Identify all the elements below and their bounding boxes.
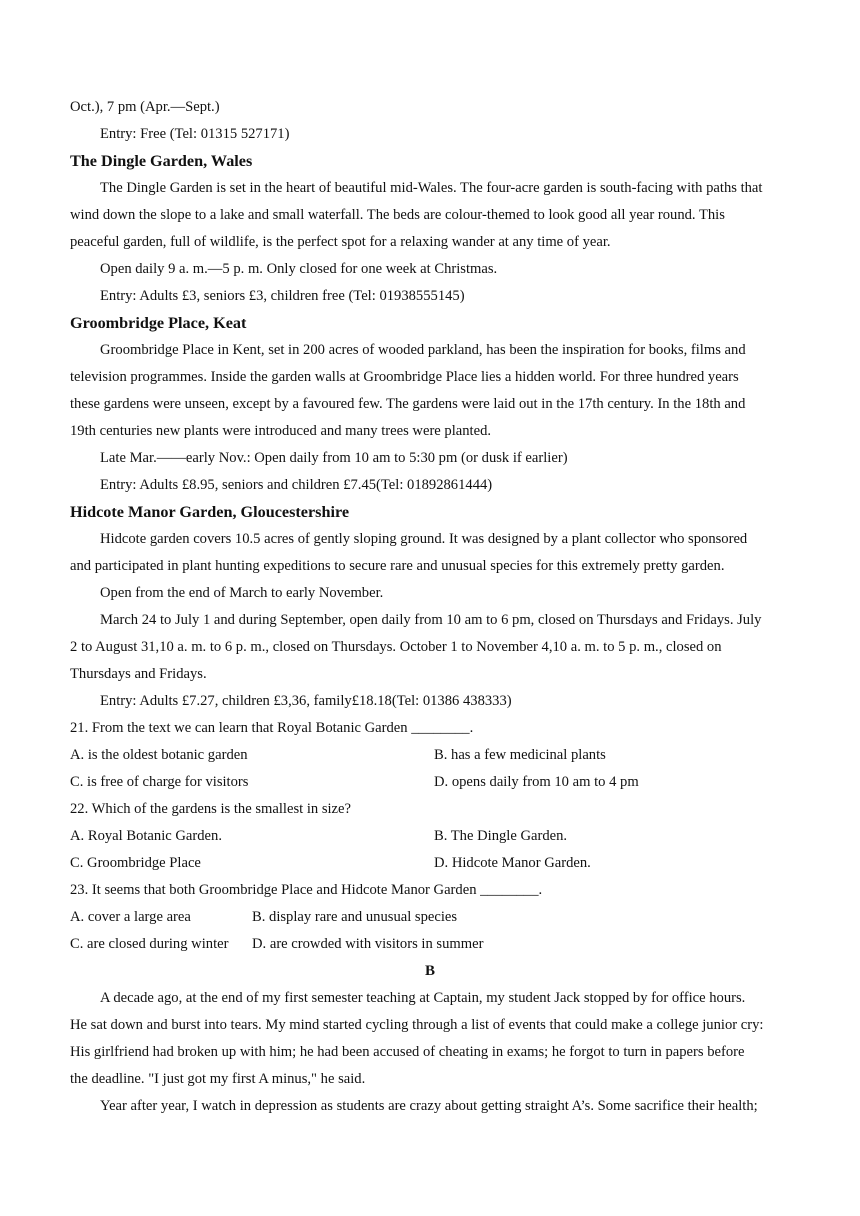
section-b-para-line: the deadline. "I just got my first A minus," he said. xyxy=(70,1071,366,1087)
question-21-option-c: C. is free of charge for visitors xyxy=(70,774,249,790)
dingle-entry: Entry: Adults £3, seniors £3, children free (Tel: 01938555145) xyxy=(100,288,465,304)
hidcote-para-line: Hidcote garden covers 10.5 acres of gently sloping ground. It was designed by a plant collector who sponsored xyxy=(100,531,748,547)
question-22-option-c: C. Groombridge Place xyxy=(70,855,201,871)
question-21-option-a: A. is the oldest botanic garden xyxy=(70,747,248,763)
question-23-option-b: B. display rare and unusual species xyxy=(252,909,458,925)
groombridge-heading: Groombridge Place, Keat xyxy=(70,314,247,332)
section-b-para-line: He sat down and burst into tears. My mind started cycling through a list of events that could make a college junior cry: xyxy=(70,1017,764,1033)
section-b-label: B xyxy=(424,963,435,979)
question-23-stem: 23. It seems that both Groombridge Place and Hidcote Manor Garden ________. xyxy=(70,882,543,898)
question-23-option-d: D. are crowded with visitors in summer xyxy=(252,936,484,952)
entry-line: Entry: Free (Tel: 01315 527171) xyxy=(100,126,290,142)
question-22-option-a: A. Royal Botanic Garden. xyxy=(70,828,222,844)
dingle-para-line: The Dingle Garden is set in the heart of beautiful mid-Wales. The four-acre garden is south-facing with paths that xyxy=(100,180,763,196)
question-21-stem: 21. From the text we can learn that Royal Botanic Garden ________. xyxy=(70,720,474,736)
groombridge-para-line: 19th centuries new plants were introduced and many trees were planted. xyxy=(70,423,492,439)
groombridge-para-line: Groombridge Place in Kent, set in 200 acres of wooded parkland, has been the inspiration for books, films and xyxy=(100,342,746,358)
groombridge-open: Late Mar.——early Nov.: Open daily from 10 am to 5:30 pm (or dusk if earlier) xyxy=(100,450,568,466)
question-21-option-b: B. has a few medicinal plants xyxy=(434,747,606,763)
hidcote-para-line: and participated in plant hunting expeditions to secure rare and unusual species for this extremely pretty garden. xyxy=(70,558,725,574)
groombridge-entry: Entry: Adults £8.95, seniors and children £7.45(Tel: 01892861444) xyxy=(100,477,493,493)
hidcote-entry: Entry: Adults £7.27, children £3,36, family£18.18(Tel: 01386 438333) xyxy=(100,693,512,709)
hidcote-open: Open from the end of March to early November. xyxy=(100,585,384,601)
question-21-option-d: D. opens daily from 10 am to 4 pm xyxy=(434,774,639,790)
question-22-option-b: B. The Dingle Garden. xyxy=(434,828,568,844)
question-23-option-c: C. are closed during winter xyxy=(70,936,229,952)
hidcote-hours-line: Thursdays and Fridays. xyxy=(70,666,207,682)
dingle-para-line: wind down the slope to a lake and small waterfall. The beds are colour-themed to look good all year round. This xyxy=(70,207,725,223)
groombridge-para-line: these gardens were unseen, except by a favoured few. The gardens were laid out in the 17th century. In the 18th and xyxy=(70,396,746,412)
section-b-para2-line: Year after year, I watch in depression as students are crazy about getting straight A’s. Some sacrifice their health; xyxy=(100,1098,758,1114)
dingle-heading: The Dingle Garden, Wales xyxy=(70,152,253,170)
hidcote-heading: Hidcote Manor Garden, Gloucestershire xyxy=(70,503,350,521)
question-22-stem: 22. Which of the gardens is the smallest in size? xyxy=(70,801,351,817)
continued-hours-line: Oct.), 7 pm (Apr.—Sept.) xyxy=(70,99,220,115)
section-b-para-line: A decade ago, at the end of my first semester teaching at Captain, my student Jack stopped by for office hours. xyxy=(100,990,746,1006)
dingle-open: Open daily 9 a. m.—5 p. m. Only closed for one week at Christmas. xyxy=(100,261,498,277)
question-22-option-d: D. Hidcote Manor Garden. xyxy=(434,855,591,871)
section-b-para-line: His girlfriend had broken up with him; he had been accused of cheating in exams; he forgot to turn in papers before xyxy=(70,1044,745,1060)
dingle-para-line: peaceful garden, full of wildlife, is the perfect spot for a relaxing wander at any time of year. xyxy=(70,234,611,250)
groombridge-para-line: television programmes. Inside the garden walls at Groombridge Place lies a hidden world. For three hundred years xyxy=(70,369,739,385)
hidcote-hours-line: 2 to August 31,10 a. m. to 6 p. m., closed on Thursdays. October 1 to November 4,10 a. m. to 5 p. m., closed on xyxy=(70,639,722,655)
question-23-option-a: A. cover a large area xyxy=(70,909,191,925)
hidcote-hours-line: March 24 to July 1 and during September, open daily from 10 am to 6 pm, closed on Thursdays and Fridays. July xyxy=(100,612,762,628)
